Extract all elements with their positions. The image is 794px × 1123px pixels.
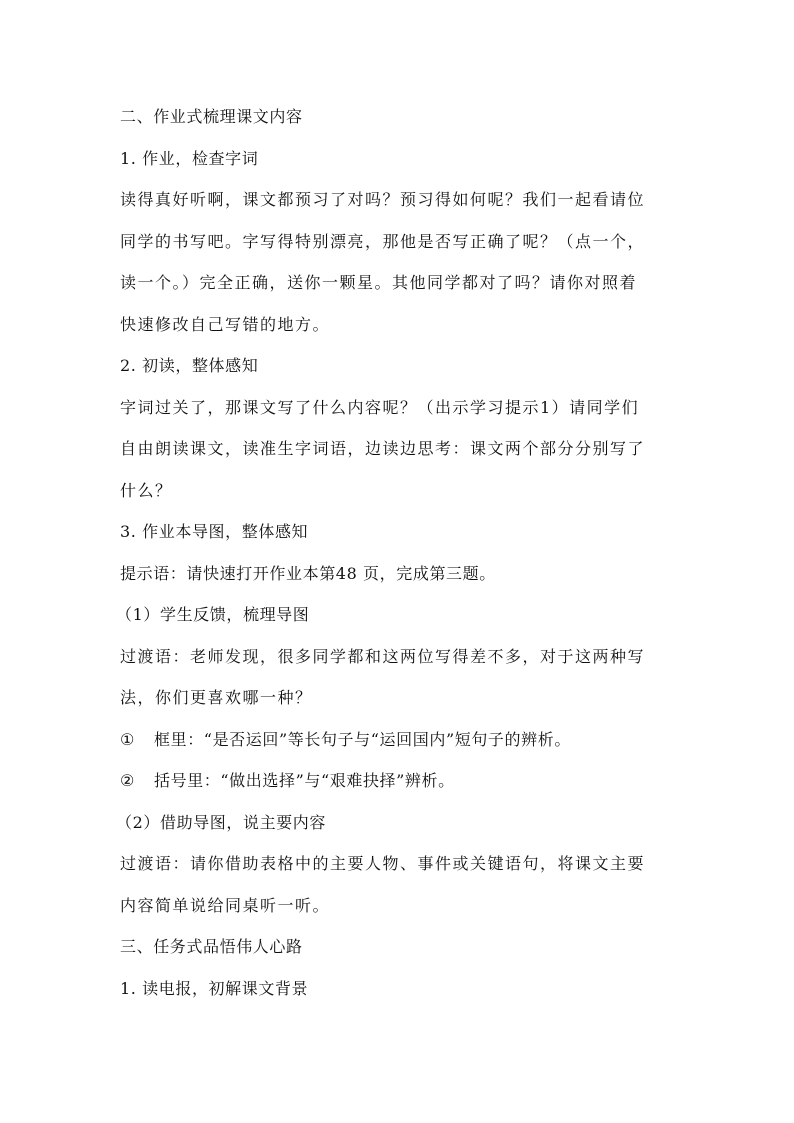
- paragraph-line: 快速修改自己写错的地方。: [120, 314, 331, 334]
- circled-text: 括号里：“做出选择”与“艰难抉择”辨析。: [154, 771, 455, 790]
- paragraph-line: 法，你们更喜欢哪一种？: [120, 688, 313, 707]
- paragraph-line: 字词过关了，那课文写了什么内容呢？（出示学习提示1）请同学们: [120, 397, 640, 417]
- item-heading: 1. 作业，检查字词: [120, 148, 259, 168]
- paragraph-line: 过渡语：老师发现，很多同学都和这两位写得差不多，对于这两种写: [120, 646, 646, 666]
- circled-number: ②: [120, 771, 135, 790]
- paragraph-line: 读一个。）完全正确，送你一颗星。其他同学都对了吗？请你对照着: [120, 273, 638, 292]
- paragraph-line: 自由朗读课文，读准生字词语，边读边思考：课文两个部分分别写了: [120, 439, 646, 458]
- paragraph-line: 过渡语：请你借助表格中的主要人物、事件或关键语句，将课文主要: [120, 854, 646, 873]
- section-heading: 二、作业式梳理课文内容: [120, 107, 303, 126]
- item-heading: 2. 初读，整体感知: [120, 356, 259, 375]
- circled-item: [120, 760, 680, 802]
- circled-text: 框里：“是否运回”等长句子与“运回国内”短句子的辨析。: [154, 729, 571, 749]
- sub-heading: （2）借助导图，说主要内容: [116, 812, 326, 832]
- sub-heading: （1）学生反馈，梳理导图: [116, 605, 310, 624]
- prompt-line: 提示语：请快速打开作业本第48 页，完成第三题。: [120, 563, 496, 583]
- circled-item: [120, 719, 680, 761]
- paragraph-line: 什么？: [120, 480, 173, 500]
- paragraph-line: 同学的书写吧。字写得特别漂亮，那他是否写正确了呢？（点一个，: [120, 231, 646, 251]
- section-heading: 三、任务式品悟伟人心路: [120, 937, 303, 956]
- paragraph-line: 内容简单说给同桌听一听。: [120, 895, 331, 915]
- item-heading: 1. 读电报，初解课文背景: [120, 978, 309, 998]
- circled-number: ①: [120, 729, 135, 749]
- document-body: [116, 96, 680, 1009]
- paragraph-line: 读得真好听啊，课文都预习了对吗？预习得如何呢？我们一起看请位: [120, 190, 646, 209]
- item-heading: 3. 作业本导图，整体感知: [120, 522, 309, 541]
